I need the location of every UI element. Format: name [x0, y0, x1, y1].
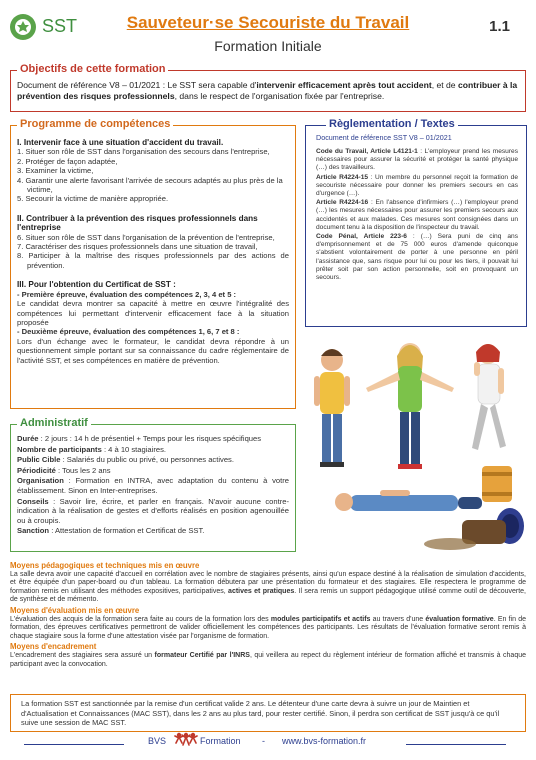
footer [0, 734, 536, 760]
bottom-sections [10, 560, 526, 669]
test1-text: Le candidat devra montrer sa capacité à mettre en œuvre l'intégralité des compétences lui permettant d'intervenir efficacement face à la situation proposée [17, 299, 289, 327]
evaluation-title: Moyens d'évaluation mis en œuvre [10, 605, 140, 615]
list-item: 7. Caractériser des risques professionnels dans une situation de travail, [17, 242, 258, 252]
methods-text: La salle devra avoir une capacité d'accueil en corrélation avec le nombre de stagiaires présents, ainsi qu'un espace destiné à la réalisation de simulation d'accidents, et être équipée d'un paper-board ou d'un tableau. La formation débutera par une présentation du formateur et des stagiaires. Elle respectera le programme de formation remis en utilisant des méthodes expositives, participatives, actives et pratiques. Il sera remis un support pédagogique utilisé comme outil de découverte, de synthèse et de mémento. [10, 570, 526, 604]
bvs-people-logo-icon [174, 732, 198, 753]
admin-title: Administratif [17, 417, 91, 429]
regulation-content [316, 148, 518, 283]
supervision-title: Moyens d'encadrement [10, 642, 97, 652]
list-item: 3. Examiner la victime, [17, 166, 94, 176]
certificate-text: La formation SST est sanctionnée par la remise d'un certificat valide 2 ans. Le détenteur d'une carte devra à suivre un jour de Maintien et d'Actualisation et Connaissances (MAC SST), dans les 2 ans au plus tard, pour rester certifié. Sinon, il perdra son certificat de SST jusqu'à ce qu'il suive une session de MAC SST. [21, 699, 500, 728]
program-section1-list [17, 147, 289, 203]
program-box [10, 118, 296, 409]
footer-divider-right [406, 744, 506, 745]
header [0, 0, 536, 60]
logo-text: SST [42, 16, 78, 36]
footer-brand: BVS [148, 736, 167, 746]
regulation-paragraph: Article R4224-16 : En l'absence d'infirmiers (…) l'employeur prend (…) les mesures nécessaires pour assurer les premiers secours aux accidentés et aux malades. Ces mesures sont consignées dans un document tenu à la disposition de l'inspecteur du travail. [316, 199, 518, 231]
regulation-title: Règlementation / Textes [326, 118, 458, 130]
admin-content [17, 434, 289, 537]
footer-divider-left [24, 744, 124, 745]
footer-brand-formation: Formation [200, 736, 241, 746]
test2-title: - Deuxième épreuve, évaluation des compétences 1, 6, 7 et 8 : [17, 327, 240, 337]
regulation-box [305, 118, 527, 327]
list-item: 5. Secourir la victime de manière appropriée. [17, 194, 169, 204]
admin-row: Sanction : Attestation de formation et Certificat de SST. [17, 526, 205, 536]
list-item: 4. Garantir une alerte favorisant l'arrivée de secours adaptés au plus près de la victime, [17, 175, 283, 195]
regulation-paragraph: Code Pénal, Article 223-6 : (…) Sera puni de cinq ans d'emprisonnement et de 75 000 euros d'amende quiconque s'abstient volontairement de porter à une personne en péril l'assistance que, sans risque pour lui ou pour les tiers, il pouvait lui prêter soit par son action personnelle, soit en provoquant un secours. [316, 233, 518, 282]
page-number: 1.1 [489, 18, 510, 35]
supervision-text: L'encadrement des stagiaires sera assuré un formateur Certifié par l'INRS, qui veillera au repect du règlement intérieur de formation affiché et transmis à chaque participant avec la convocation. [10, 651, 526, 668]
test1-title: - Première épreuve, évaluation des compétences 2, 3, 4 et 5 : [17, 289, 237, 299]
admin-box [10, 417, 296, 552]
regulation-subtitle: Document de référence SST V8 – 01/2021 [316, 133, 452, 142]
regulation-paragraph: Article R4224-15 : Un membre du personnel reçoit la formation de secouriste nécessaire pour donner les premiers secours en cas d'urgence (…). [316, 173, 518, 198]
evaluation-text: L'évaluation des acquis de la formation sera faite au cours de la formation lors des modules participatifs et actifs au travers d'une évaluation formative. En fin de formation, des épreuves certificatives permettront de valider officiellement les compétences des participants. Les résultats de l'évaluation formative seront remis à chaque stagiaire sous la forme d'une attestation visée par l'organisme de formation. [10, 615, 526, 640]
program-section2-title: II. Contribuer à la prévention des risques professionnels dans l'entreprise [17, 213, 258, 233]
admin-row: Nombre de participants : 4 à 10 stagiaires. [17, 444, 166, 454]
footer-separator: - [262, 736, 265, 746]
sst-logo-icon [10, 14, 36, 40]
objectives-title: Objectifs de cette formation [17, 63, 168, 75]
list-item: 6. Situer son rôle de SST dans l'organisation de la prévention de l'entreprise, [17, 232, 275, 242]
program-content [17, 135, 289, 365]
objectives-box [10, 63, 526, 112]
list-item: 2. Protéger de façon adaptée, [17, 156, 118, 166]
program-title: Programme de compétences [17, 118, 173, 130]
program-section1-title: I. Intervenir face à une situation d'accident du travail. [17, 138, 224, 147]
admin-row: Conseils : Savoir lire, écrire, et parler en français. N'avoir aucune contre-indication à la réalisation de gestes et d'efforts réalisés en position agenouillée ou à croupis. [17, 496, 289, 525]
accident-scene-image [300, 330, 530, 555]
list-item: 8. Participer à la maîtrise des risques professionnels par des actions de prévention. [17, 251, 289, 270]
program-section3-title: III. Pour l'obtention du Certificat de SST : [17, 280, 176, 290]
regulation-paragraph: Code du Travail, Article L4121-1 : L'employeur prend les mesures nécessaires pour assurer la sécurité et protéger la santé physique (…) des travailleurs. [316, 148, 518, 172]
certificate-box [10, 694, 526, 732]
footer-website-link[interactable]: www.bvs-formation.fr [282, 736, 367, 746]
methods-title: Moyens pédagogiques et techniques mis en œuvre [10, 561, 200, 570]
admin-row: Périodicité : Tous les 2 ans [17, 465, 111, 475]
program-section2-list [17, 233, 289, 271]
admin-row: Durée : 2 jours : 14 h de présentiel + Temps pour les risques spécifiques [17, 434, 262, 443]
list-item: 1. Situer son rôle de SST dans l'organisation des secours dans l'entreprise, [17, 147, 270, 157]
admin-row: Organisation : Formation en INTRA, avec adaptation du contenu à votre établissement. Sinon en Inter-entreprises. [17, 476, 289, 495]
admin-row: Public Cible : Salariés du public ou privé, ou personnes actives. [17, 455, 234, 465]
page-subtitle: Formation Initiale [214, 38, 322, 54]
objectives-text: Document de référence V8 – 01/2021 : Le SST sera capable d'intervenir efficacement après tout accident, et de contribuer à la prévention des risques professionnels, dans le respect de l'organisation fixée par l'entreprise. [17, 80, 518, 101]
page-title: Sauveteur·se Secouriste du Travail [126, 13, 410, 32]
test2-text: Lors d'un échange avec le formateur, le candidat devra répondre à un questionnement simple portant sur sa connaissance du cadre réglementaire de l'activité SST, et ses compétences en matière de prévention. [17, 336, 289, 365]
accident-illustration [300, 330, 530, 555]
